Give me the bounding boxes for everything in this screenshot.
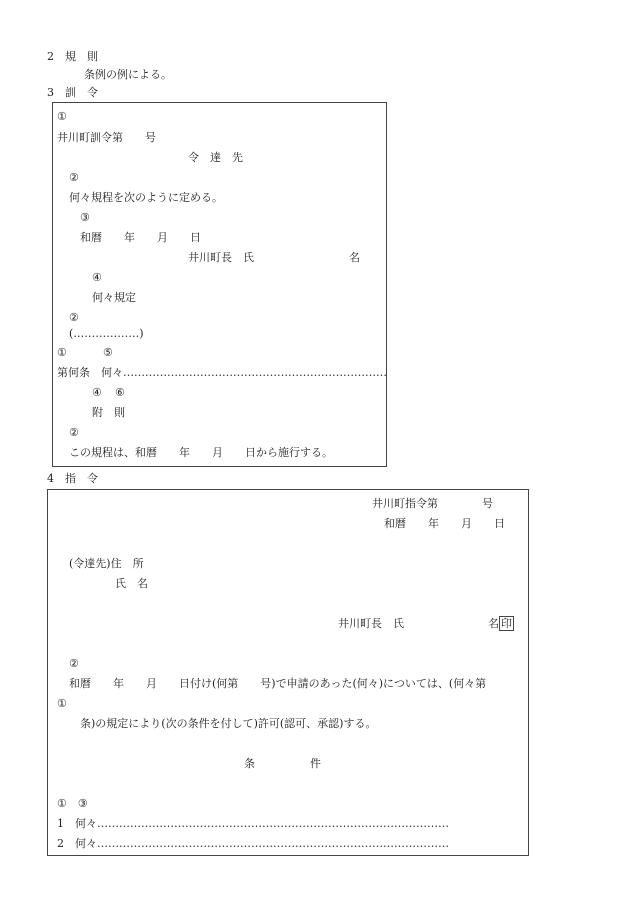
recipient-label: 令 達 先 — [188, 151, 243, 164]
article-line: 第何条 何々……………………………………………………………… — [57, 366, 387, 379]
circled-marker: ② — [69, 311, 79, 324]
circled-marker: ③ — [80, 211, 90, 224]
circled-marker: ① — [57, 346, 67, 359]
conditions-heading: 条 件 — [244, 757, 321, 770]
body-line-2: 条)の規定により(次の条件を付して)許可(認可、承認)する。 — [80, 717, 377, 730]
circled-markers: ① ③ — [57, 797, 88, 810]
recipient-address: (令達先)住 所 — [69, 557, 144, 570]
decree-line: 何々規程を次のように定める。 — [69, 191, 223, 204]
circled-marker: ② — [69, 171, 79, 184]
order-number: 井川町指令第 号 — [372, 497, 493, 510]
condition-item-2: 2 何々…………………………………………………………………………………… — [57, 837, 449, 850]
mayor-label: 井川町長 氏 — [338, 617, 404, 630]
circled-marker: ① — [57, 697, 67, 710]
sec3-heading: 3 訓 令 — [47, 86, 98, 99]
sec2-text: 条例の例による。 — [84, 68, 172, 81]
mayor-label: 井川町長 氏 — [188, 251, 254, 264]
sec2-heading: 2 規 則 — [47, 50, 98, 63]
mayor-name: 名 印 — [488, 617, 512, 630]
order-date: 和暦 年 月 日 — [384, 517, 505, 530]
seal-mark: 印 — [501, 617, 512, 630]
circled-marker: ④ — [92, 271, 102, 284]
directive-number: 井川町訓令第 号 — [57, 131, 156, 144]
supplementary-heading: 附 則 — [92, 406, 125, 419]
circled-marker: ② — [69, 426, 79, 439]
circled-marker: ⑤ — [103, 346, 113, 359]
mayor-name: 名 — [349, 251, 360, 264]
date-line: 和暦 年 月 日 — [80, 231, 201, 244]
sec4-form-box — [47, 489, 529, 856]
sec4-heading: 4 指 令 — [47, 472, 98, 485]
circled-marker: ② — [69, 657, 79, 670]
circled-marker: ④ — [92, 386, 102, 399]
body-line-1: 和暦 年 月 日付け(何第 号)で申請のあった(何々)については、(何々第 — [69, 677, 487, 690]
circled-marker: ⑥ — [115, 386, 125, 399]
regulation-title: 何々規定 — [92, 291, 136, 304]
circled-marker: ① — [57, 110, 67, 123]
condition-item-1: 1 何々…………………………………………………………………………………… — [57, 817, 449, 830]
recipient-name: 氏 名 — [115, 577, 148, 590]
effective-date-line: この規程は、和暦 年 月 日から施行する。 — [69, 446, 333, 459]
parenthetical-line: (………………) — [69, 327, 144, 340]
